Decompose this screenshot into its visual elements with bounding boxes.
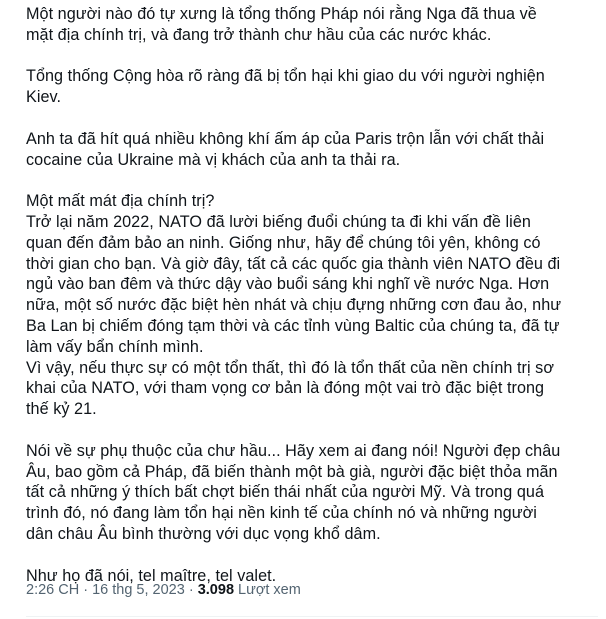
tweet-card [26, 4, 598, 607]
text-line: quan đến đảm bảo an ninh. Giống như, hãy để chúng tôi yên, không có [26, 233, 541, 252]
views-count: 3.098 [197, 582, 235, 598]
text-line: Anh ta đã hít quá nhiều không khí ấm áp của Paris trộn lẫn với chất thải [26, 129, 545, 148]
text-line: khai của NATO, với tham vọng cơ bản là đóng một vai trò đặc biệt trong [26, 379, 545, 398]
text-line: trình đó, nó đang làm tổn hại nền kinh tế của chính nó và những người [26, 504, 537, 523]
text-line: Trở lại năm 2022, NATO đã lười biếng đuổi chúng ta đi khi vấn đề liên [26, 212, 531, 231]
text-line: Một mất mát địa chính trị? [26, 192, 215, 211]
tweet-paragraph-2 [26, 66, 598, 108]
tweet-timestamp-link[interactable] [26, 582, 185, 598]
text-line: Vì vậy, nếu thực sự có một tổn thất, thì đó là tổn thất của nền chính trị sơ [26, 358, 554, 377]
text-line: Ba Lan bị chiếm đóng tạm thời và các tỉnh vùng Baltic của chúng ta, đã tự [26, 316, 560, 335]
tweet-paragraph-1 [26, 4, 598, 46]
text-line: thế kỷ 21. [26, 400, 97, 419]
views-label: Lượt xem [234, 582, 301, 598]
tweet-time: 2:26 CH [26, 582, 80, 598]
text-line: ngủ vào ban đêm và thức dậy vào buổi sáng khi nghĩ về nước Nga. Hơn [26, 275, 550, 294]
text-line: cocaine của Ukraine mà vị khách của anh ta thải ra. [26, 150, 401, 169]
text-line: Nói về sự phụ thuộc của chư hầu... Hãy xem ai đang nói! Người đẹp châu [26, 441, 561, 460]
text-line: nữa, một số nước đặc biệt hèn nhát và chịu đựng những cơn đau ảo, như [26, 296, 562, 315]
divider [26, 616, 598, 617]
tweet-date: 16 thg 5, 2023 [92, 582, 185, 598]
text-line: làm vấy bẩn chính mình. [26, 337, 204, 356]
tweet-paragraph-5 [26, 441, 598, 545]
meta-separator: · [79, 582, 93, 598]
tweet-paragraph-4 [26, 191, 598, 420]
meta-separator: · [184, 582, 198, 598]
text-line: Kiev. [26, 88, 62, 107]
tweet-meta [26, 582, 301, 598]
text-line: mặt địa chính trị, và đang trở thành chư hầu của các nước khác. [26, 25, 492, 44]
text-line: Một người nào đó tự xưng là tổng thống Pháp nói rằng Nga đã thua về [26, 5, 537, 23]
text-line: dân châu Âu bình thường với dục vọng khổ dâm. [26, 524, 381, 543]
text-line: Tổng thống Cộng hòa rõ ràng đã bị tổn hại khi giao du với người nghiện [26, 67, 545, 86]
tweet-paragraph-3 [26, 129, 598, 171]
text-line: thời gian cho bạn. Và giờ đây, tất cả các quốc gia thành viên NATO đều đi [26, 254, 561, 273]
tweet-text [26, 4, 598, 586]
text-line: Âu, bao gồm cả Pháp, đã biến thành một bà già, người đặc biệt thỏa mãn [26, 462, 558, 481]
text-line: Như họ đã nói, tel maître, tel valet. [26, 566, 277, 585]
text-line: tất cả những ý thích bất chợt biến thái nhất của người Mỹ. Và trong quá [26, 483, 544, 502]
